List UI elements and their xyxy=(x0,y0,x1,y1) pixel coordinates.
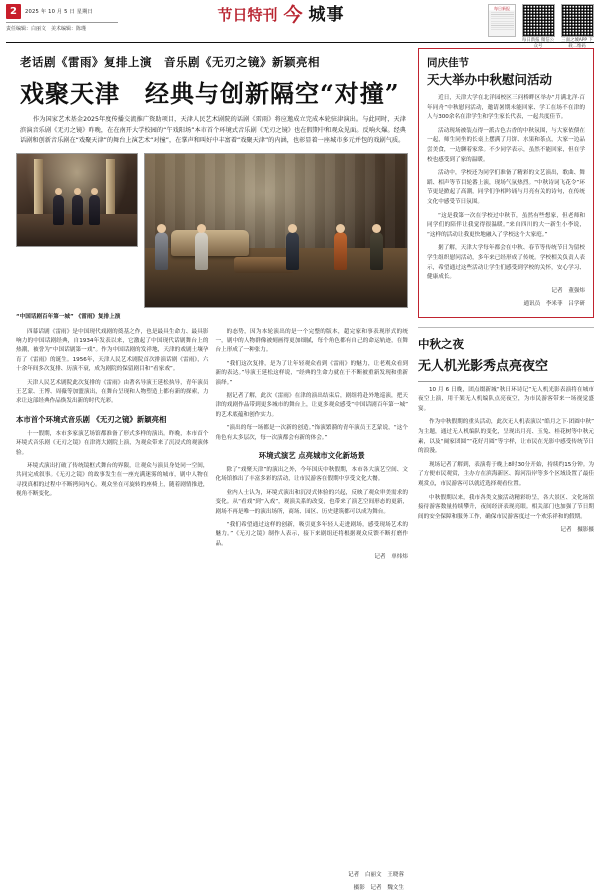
paragraph: 活动中，学校还为同学们准备了精彩的文艺演出，歌曲、舞蹈、相声等节目轮番上演，现场气氛热烈。“中秋诗词飞花令”环节更是掀起了高潮，同学们争相吟诵与月亮有关的诗句，在传统文化中感受节日氛围。 xyxy=(427,170,585,205)
lead-story xyxy=(6,48,412,893)
paper-front-page-thumbnail xyxy=(488,4,516,37)
paragraph: 的态势，因为本轮演出的是一个完整的版本，超完家和事表现形式的统一，剧中的人物群像被刻画得更加细腻，每个角色都有自己的命运轨迹，在舞台上形成了一种张力。 xyxy=(215,328,408,354)
qr-code-icon[interactable] xyxy=(522,4,555,37)
drone-story-byline: 记者 摄影摄 xyxy=(560,527,594,534)
paper-thumbnail-title: 每日新报 xyxy=(494,6,510,11)
paragraph: “我们这次复排，是为了让年轻观众看到《雷雨》的魅力，让老观众看到新的表达。”导演王延松这样说，“经典的生命力就在于不断被重新发现和重新演绎。” xyxy=(215,360,408,386)
drone-story-kicker: 中秋之夜 xyxy=(418,336,464,351)
side-story-drone-show xyxy=(418,336,594,536)
paragraph: 环境式演出打破了传统镜框式舞台的界限，让观众与演员身处同一空间，共同完成叙事。《无刃之镜》的故事发生在一座充满迷雾的城市，剧中人物在寻找真相的过程中不断拷问内心。观众坐在可旋转的座椅上，随着剧情推进，视角不断变化。 xyxy=(16,462,209,498)
stage-photo-leiyu xyxy=(16,153,138,247)
lead-story-photo-caption: “中国话剧百年第一城” 《雷雨》复排上演 xyxy=(16,313,121,320)
paragraph: 活动现场被装点得一派古色古香的中秋氛围，与大家依偎在一起，师生同坐的长桌上摆满了月饼、水果和茶点，大家一边品尝美食，一边聊着家常。不少同学表示，虽然不能回家，但在学校也感受到了家的温暖。 xyxy=(427,127,585,163)
paragraph: “演出的每一场都是一次新的创造。”饰演繁漪的青年演员王艺蒙说，“这个角色有太多层次，每一次演都会有新的体会。” xyxy=(215,425,408,441)
paragraph: 10 月 6 日晚，团点缀新城“秋日环诗记”无人机光影表演将在城市夜空上演，用千架无人机编队点亮夜空，为市民游客带来一场视觉盛宴。 xyxy=(418,386,594,412)
masthead-logo xyxy=(118,6,444,25)
qr-cell-app[interactable] xyxy=(560,4,594,50)
side-story-byline-correspondent: 通讯员 李米菲 吕学研 xyxy=(523,300,585,307)
stage-photo-leiyu-image xyxy=(17,154,137,246)
section-title: 城事 xyxy=(308,5,345,25)
paper-logo-today: 今 xyxy=(283,4,303,26)
stage-photo-wurenzhijing xyxy=(144,153,408,308)
paragraph: 天津人民艺术剧院此次复排的《雷雨》由著名导演王延松执导，青年演员王艺蒙、王博、周薇等加盟演出，在舞台呈现和人物塑造上都有新的探索，力求让这部经典作品焕发出新的时代光彩。 xyxy=(16,379,209,405)
side-story-headline: 天大举办中秋慰问活动 xyxy=(427,72,553,87)
paragraph: 十一假期，本市多家演艺场馆都准备了形式多样的演出。昨晚，本市首个环境式音乐剧《无刃之镜》在津湾大剧院上演，为观众带来了沉浸式的观演体验。 xyxy=(16,430,209,456)
subheadline-wurenzhijing: 本市首个环境式音乐剧 《无刃之镜》新颖亮相 xyxy=(16,414,167,424)
lead-story-kicker: 老话剧《雷雨》复排上演 音乐剧《无刃之镜》新颖亮相 xyxy=(20,55,320,69)
paragraph: 近日，天津大学在北洋园校区三问桥畔区举办“月满北洋·百年同舟”中秋慰问活动，邀请暑期未能回家、学工在场不在津的人与300余名在津学生和学生家长代表，一起共度佳节。 xyxy=(427,95,585,121)
paper-thumbnail-lines xyxy=(491,12,514,32)
photo-credit-line-2: 摄影 记者 魏文生 xyxy=(353,885,404,891)
paragraph: 据了解，天津大学每年都会在中秋、春节等传统节日为留校学生组织慰问活动，多年来已经形成了传统。学校相关负责人表示，希望通过这些活动让学生们感受到学校的关怀，安心学习、健康成长。 xyxy=(427,245,585,281)
lead-story-headline: 戏聚天津 经典与创新隔空“对撞” xyxy=(20,79,400,108)
side-story-tianda xyxy=(418,48,594,318)
story-column-2 xyxy=(216,328,409,868)
editor-credits: 责任编辑：白丽文 美术编辑：陈瑾 xyxy=(6,22,118,32)
side-story-kicker: 同庆佳节 xyxy=(427,57,469,69)
right-column xyxy=(418,48,594,893)
side-story-byline-reporter: 记者 董强炜 xyxy=(551,287,585,294)
qr-cell-wechat[interactable] xyxy=(521,4,555,50)
masthead-qr-area xyxy=(444,4,594,50)
qr-code-icon[interactable] xyxy=(561,4,594,37)
headline-rule xyxy=(418,381,594,382)
special-edition-label: 节日特刊 xyxy=(217,6,278,24)
qr-caption-wechat: 每日新报 微信公众号 xyxy=(521,38,555,49)
paragraph: 中秋假期以来，我市各类文旅活动精彩纷呈，各大景区、文化场馆接待游客数量持续攀升，夜间经济表现亮眼。相关部门也加强了节日期间的安全保障和服务工作，确保市民游客度过一个欢乐祥和的假期。 xyxy=(418,494,594,520)
paragraph: “这是我第一次在学校过中秋节，虽然有些想家，但老师和同学们的陪伴让我觉得很温暖。”来自四川的大一新生小李说，“这样的活动让我更快地融入了学校这个大家庭。” xyxy=(427,212,585,238)
stage-photo-wurenzhijing-image xyxy=(145,154,407,307)
lead-story-photos xyxy=(16,153,408,308)
drone-story-headline: 无人机光影秀点亮夜空 xyxy=(418,358,549,374)
lead-story-lede: 作为国家艺术基金2025年度传播交流推广资助项目，天津人民艺术剧院的话剧《雷雨》将应邀成立完成本轮驻津演出。与此同时，天津滨演音乐剧《无刃之镜》昨晚，在在南开大学校园的“午戏阳场”本市首个环境式音乐剧《无刃之镜》也在假期中和观众见面。反响火爆。经典话剧和创新音乐剧在“戏聚天津”的舞台上演艺术“对撞”，在掌声和叫好中丰富着“戏聚天津”的内涵，也彰显着一座城市多元并包的戏剧气质。 xyxy=(20,116,406,144)
photo-credit-line-1: 记者 白丽文 王晓蓉 xyxy=(348,872,404,878)
lead-story-columns xyxy=(16,328,408,868)
paragraph: 据记者了解，此次《雷雨》在津的演出结束后，剧组将赴外地巡演，把天津的戏剧作品带到更多城市的舞台上，让更多观众感受“中国话剧百年第一城”的艺术底蕴和创作实力。 xyxy=(215,392,408,418)
paragraph: 现场记者了解到，表演将于晚上8时30分开始，持续约15分钟。为了方便市民观赏，主办方在滨海新区、海河沿岸等多个区域设置了最佳观赏点，市民游客可以就近选择观看位置。 xyxy=(418,461,594,488)
story-byline: 记者 单炜炜 xyxy=(374,554,408,561)
masthead xyxy=(6,4,594,49)
paragraph: 除了“戏聚天津”的演出之外，今年国庆中秋假期，本市各大演艺空间、文化场馆推出了丰富多彩的活动，让市民游客在假期中享受文化大餐。 xyxy=(215,466,408,483)
page-number-badge: 2 xyxy=(6,4,21,19)
qr-caption-app: 三面之城APP 下载二维码 xyxy=(561,38,593,49)
publication-date: 2025 年 10 月 5 日 星期日 xyxy=(25,8,93,15)
paragraph: 四幕话剧《雷雨》是中国现代戏剧的奠基之作，也是最具生命力、最具影响力的中国话剧经典，自1934年发表以来，它激起了中国现代话剧舞台上的热潮，被誉为“中国话剧第一戏”。作为中国话剧的发祥地，天津的戏剧土壤孕育了《雷雨》的诞生。1956年，天津人民艺术剧院首次排演话剧《雷雨》，六十余年间多次复排、历演不衰，成为剧院的保留剧目和“看家戏”。 xyxy=(16,328,209,373)
page-number-block xyxy=(6,4,118,32)
subheadline-environmental-performance: 环境式演艺 点亮城市文化新场景 xyxy=(258,450,365,460)
page-content xyxy=(6,48,594,893)
paragraph: 作为中秋假期的重头活动，此次无人机表演以“皓月之下·团圆中秋”为主题，通过无人机编队的变化，呈现出月亮、玉兔、桂花树等中秋元素，以及“阔家团圆”“花好月圆”等字样，让市民在光影中感受传统节日的浪漫。 xyxy=(418,419,594,455)
story-column-1 xyxy=(16,328,209,868)
paragraph: 业内人士认为，环境式演出和沉浸式体验的兴起，反映了观众审美需求的变化。从“看戏”到“入戏”，观演关系的改变，也带来了演艺空间形态的更新，剧场不再是唯一的演出场所，商场、园区、历史建筑都可以成为舞台。 xyxy=(215,489,408,515)
column-divider xyxy=(418,327,594,328)
paragraph: “我们希望通过这样的创新，吸引更多年轻人走进剧场，感受现场艺术的魅力。”《无刃之镜》制作人表示，接下来剧组还将根据观众反馈不断打磨作品。 xyxy=(215,522,408,547)
